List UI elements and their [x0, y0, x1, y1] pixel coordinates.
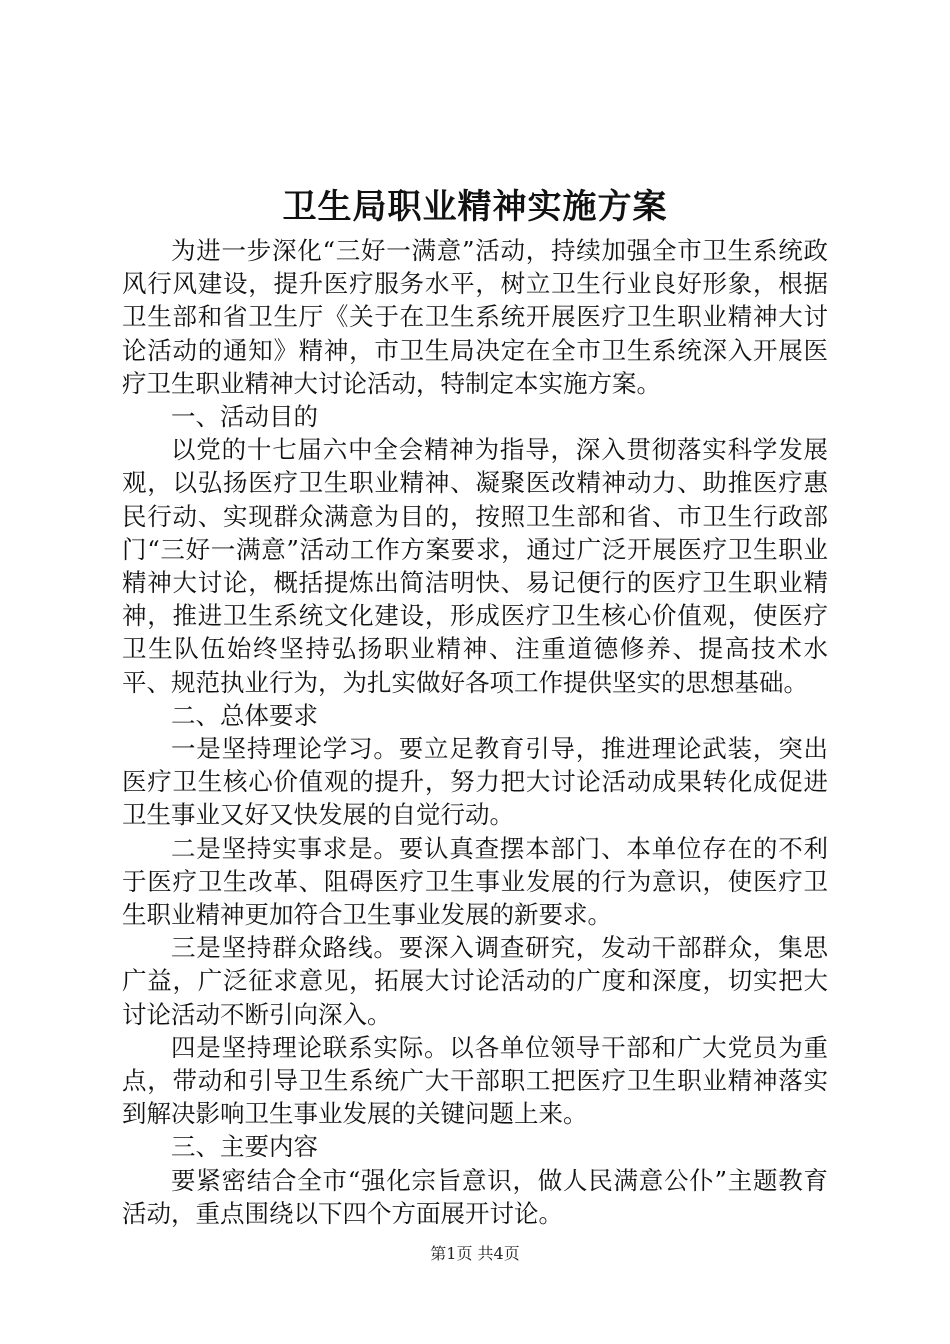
purpose-paragraph: 以党的十七届六中全会精神为指导，深入贯彻落实科学发展观，以弘扬医疗卫生职业精神、凝聚医改精神动力、助推医疗惠民行动、实现群众满意为目的，按照卫生部和省、市卫生行政部门“三好一满意”活动工作方案要求，通过广泛开展医疗卫生职业精神大讨论，概括提炼出简洁明快、易记便行的医疗卫生职业精神，推进卫生系统文化建设，形成医疗卫生核心价值观，使医疗卫生队伍始终坚持弘扬职业精神、注重道德修养、提高技术水平、规范执业行为，为扎实做好各项工作提供坚实的思想基础。 — [122, 435, 828, 697]
requirement-paragraph-3: 三是坚持群众路线。要深入调查研究，发动干部群众，集思广益，广泛征求意见，拓展大讨论活动的广度和深度，切实把大讨论活动不断引向深入。 — [122, 933, 828, 1029]
requirement-paragraph-2: 二是坚持实事求是。要认真查摆本部门、本单位存在的不利于医疗卫生改革、阻碍医疗卫生事业发展的行为意识，使医疗卫生职业精神更加符合卫生事业发展的新要求。 — [122, 833, 828, 930]
section-heading-content: 三、主要内容 — [171, 1132, 318, 1162]
document-title: 卫生局职业精神实施方案 — [282, 187, 668, 227]
section-heading-requirements: 二、总体要求 — [171, 700, 318, 730]
requirement-paragraph-4: 四是坚持理论联系实际。以各单位领导干部和广大党员为重点，带动和引导卫生系统广大干部职工把医疗卫生职业精神落实到解决影响卫生事业发展的关键问题上来。 — [122, 1032, 828, 1129]
page-number-footer: 第1页 共4页 — [430, 1244, 520, 1263]
document-body — [122, 234, 828, 1230]
section-heading-purpose: 一、活动目的 — [171, 402, 318, 432]
requirement-paragraph-1: 一是坚持理论学习。要立足教育引导，推进理论武装，突出医疗卫生核心价值观的提升，努力把大讨论活动成果转化成促进卫生事业又好又快发展的自觉行动。 — [122, 734, 828, 830]
intro-paragraph: 为进一步深化“三好一满意”活动，持续加强全市卫生系统政风行风建设，提升医疗服务水平，树立卫生行业良好形象，根据卫生部和省卫生厅《关于在卫生系统开展医疗卫生职业精神大讨论活动的通知》精神，市卫生局决定在全市卫生系统深入开展医疗卫生职业精神大讨论活动，特制定本实施方案。 — [122, 236, 828, 398]
content-paragraph: 要紧密结合全市“强化宗旨意识，做人民满意公仆”主题教育活动，重点围绕以下四个方面展开讨论。 — [122, 1165, 828, 1228]
